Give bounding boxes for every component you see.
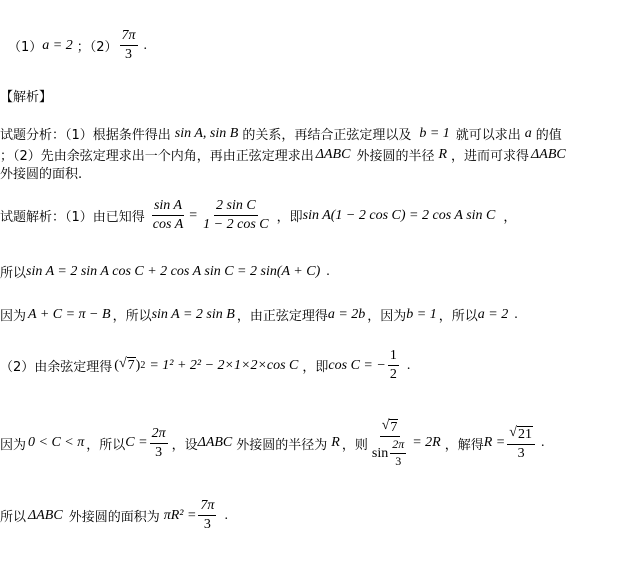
analysis-text: 试题分析：（1）根据条件得出 bbox=[0, 128, 171, 143]
analysis-text: 外接圆的半径 bbox=[356, 149, 435, 164]
solution-text: 外接圆的半径为 bbox=[236, 437, 328, 453]
solution-text: 所以 bbox=[0, 510, 27, 526]
solution-text: 因为 bbox=[0, 437, 27, 453]
solution-math: sin A = 2 sin B bbox=[151, 306, 235, 322]
solution-fraction-sinA-cosA bbox=[151, 198, 185, 233]
solution-text: ，解得 bbox=[444, 437, 484, 453]
solution-text: . bbox=[514, 306, 518, 322]
paren-right: ) bbox=[135, 357, 141, 373]
analysis-text: ，进而可求得 bbox=[451, 149, 530, 164]
fraction-numerator bbox=[380, 418, 401, 437]
radical-sign-icon: √ bbox=[381, 418, 390, 433]
fraction-denominator: 1 − 2 cos C bbox=[203, 217, 269, 233]
answer-separator: ；（2） bbox=[76, 40, 118, 56]
analysis-text: 的关系，再结合正弦定理以及 bbox=[242, 128, 412, 143]
solution-text: 外接圆的面积为 bbox=[68, 510, 160, 526]
answer-end: . bbox=[143, 37, 148, 53]
sqrt-7 bbox=[382, 419, 399, 435]
analysis-text: 外接圆的面积. bbox=[0, 167, 83, 182]
analysis-text: 的值 bbox=[535, 128, 562, 143]
analysis-math: R bbox=[438, 146, 448, 162]
fraction-denominator: 3 bbox=[395, 454, 402, 469]
solution-math: b = 1 bbox=[406, 306, 437, 322]
solution-text: ，因为 bbox=[367, 309, 407, 324]
fraction-numerator: 1 bbox=[388, 348, 399, 366]
analysis-line-3 bbox=[0, 163, 82, 182]
exponent: 2 bbox=[140, 360, 146, 372]
fraction-denominator bbox=[370, 437, 410, 469]
solution-text: （2）由余弦定理得 bbox=[0, 360, 113, 376]
radical-sign-icon: √ bbox=[118, 356, 127, 372]
fraction-numerator: 2π bbox=[150, 426, 168, 444]
analysis-math: ΔABC bbox=[315, 146, 351, 162]
solution-line-5 bbox=[0, 418, 544, 469]
fraction-denominator: 3 bbox=[517, 445, 525, 461]
solution-fraction-area bbox=[198, 498, 216, 533]
paren-left: ( bbox=[114, 357, 119, 373]
answer-fraction-numerator: 7π bbox=[120, 28, 138, 46]
solution-text: ，所以 bbox=[438, 309, 478, 324]
fraction-denominator: 3 bbox=[203, 517, 211, 533]
radicand: 7 bbox=[127, 358, 135, 374]
solution-line-4 bbox=[0, 348, 410, 383]
solution-math: A + C = π − B bbox=[28, 306, 111, 322]
solution-line-3 bbox=[0, 305, 518, 324]
analysis-math: sin A, sin B bbox=[174, 125, 239, 141]
sqrt-7 bbox=[119, 357, 136, 373]
solution-text: ，设 bbox=[171, 437, 198, 453]
fraction-denominator: cos A bbox=[152, 217, 184, 233]
solution-text: . bbox=[406, 357, 411, 373]
solution-text: . bbox=[326, 263, 330, 279]
answer-a-value: a = 2 bbox=[42, 37, 73, 53]
solution-fraction-half bbox=[388, 348, 399, 383]
solution-math: sin A = 2 sin A cos C + 2 cos A sin C = 2 sin(A + C) bbox=[26, 263, 321, 279]
solution-math: = 2R bbox=[412, 435, 441, 451]
solution-math: cos C = − bbox=[328, 357, 386, 373]
solution-text: ， bbox=[503, 210, 517, 226]
solution-line-1 bbox=[0, 198, 516, 233]
solution-math: = 1² + 2² − 2×1×2×cos C bbox=[149, 357, 299, 373]
solution-fraction-sinC bbox=[201, 198, 270, 233]
answer-fraction bbox=[120, 28, 138, 63]
answer-line bbox=[8, 28, 147, 63]
solution-text: 所以 bbox=[0, 266, 27, 281]
fraction-numerator bbox=[507, 425, 535, 444]
radical-sign-icon: √ bbox=[509, 425, 517, 441]
fraction-denominator: 3 bbox=[155, 444, 163, 460]
solution-fraction-sine-rule bbox=[370, 418, 410, 469]
solution-math: ΔABC bbox=[28, 507, 63, 523]
fraction-denominator: 2 bbox=[389, 367, 397, 383]
sqrt-21 bbox=[509, 426, 533, 442]
solution-math: 0 < C < π bbox=[28, 435, 85, 451]
jiexi-heading bbox=[0, 86, 52, 105]
radicand: 21 bbox=[517, 427, 532, 443]
solution-fraction-2pi-3 bbox=[150, 426, 168, 461]
solution-text: ，所以 bbox=[112, 309, 152, 324]
fraction-numerator: 7π bbox=[198, 498, 216, 516]
solution-line-2 bbox=[0, 262, 330, 281]
solution-text: . bbox=[224, 507, 228, 523]
solution-line-6 bbox=[0, 498, 228, 533]
analysis-math: b = 1 bbox=[419, 125, 450, 141]
solution-math: R = bbox=[483, 435, 506, 451]
fraction-numerator: 2π bbox=[390, 438, 406, 454]
solution-text: 因为 bbox=[0, 309, 27, 324]
solution-text: 试题解析：（1）由已知得 bbox=[0, 210, 145, 226]
solution-fraction-R bbox=[507, 425, 535, 461]
radicand: 7 bbox=[390, 420, 398, 435]
solution-text: ，由正弦定理得 bbox=[236, 309, 328, 324]
analysis-line-1 bbox=[0, 124, 562, 143]
solution-math: sin A(1 − 2 cos C) = 2 cos A sin C bbox=[302, 207, 496, 223]
solution-math: a = 2b bbox=[327, 306, 366, 322]
analysis-math: a bbox=[524, 125, 532, 141]
analysis-line-2 bbox=[0, 145, 566, 164]
solution-text: ，所以 bbox=[86, 437, 126, 453]
solution-math: ΔABC bbox=[197, 435, 233, 451]
fraction-numerator: 2 sin C bbox=[214, 198, 258, 216]
solution-text: . bbox=[540, 435, 545, 451]
equals-sign: = bbox=[189, 207, 198, 223]
fraction-numerator: sin A bbox=[152, 198, 184, 216]
solution-text: ，即 bbox=[302, 360, 329, 376]
solution-math: R bbox=[331, 435, 340, 451]
solution-text: ，则 bbox=[341, 437, 368, 453]
answer-part1-label: （1） bbox=[8, 40, 43, 56]
analysis-text: 就可以求出 bbox=[455, 128, 521, 143]
answer-fraction-denominator: 3 bbox=[125, 47, 133, 63]
sin-label: sin bbox=[371, 445, 389, 461]
jiexi-label: 【解析】 bbox=[0, 90, 53, 105]
inner-fraction-2pi-3 bbox=[390, 438, 406, 469]
solution-text: ，即 bbox=[276, 210, 303, 226]
analysis-text: ；（2）先由余弦定理求出一个内角，再由正弦定理求出 bbox=[0, 149, 314, 164]
analysis-math: ΔABC bbox=[531, 146, 566, 162]
solution-math: a = 2 bbox=[477, 306, 509, 322]
solution-math: πR² = bbox=[163, 507, 197, 523]
solution-math: C = bbox=[125, 435, 148, 451]
